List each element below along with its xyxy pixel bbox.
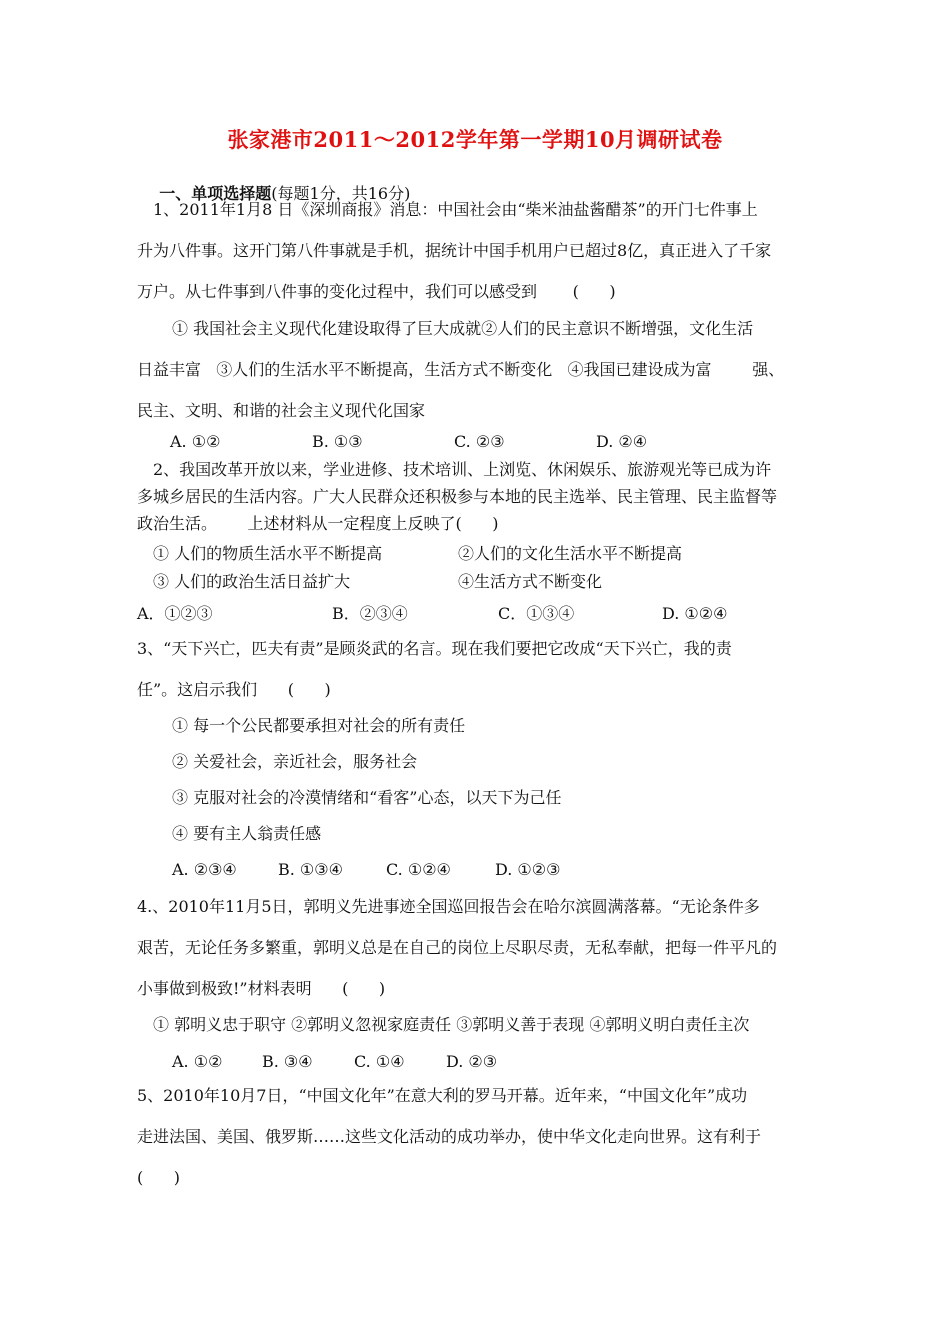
statement-3: ③ 人们的政治生活日益扩大 bbox=[153, 572, 351, 591]
option-b[interactable]: B. ①③④ bbox=[278, 860, 343, 879]
question-2-options bbox=[0, 604, 950, 724]
question-2-line-1: 2、我国改革开放以来，学业进修、技术培训、上浏览、休闲娱乐、旅游观光等已成为许 bbox=[153, 460, 772, 479]
question-2-line-3: 政治生活。 上述材料从一定程度上反映了( ) bbox=[137, 514, 499, 533]
question-3-line-2: 任”。这启示我们 ( ) bbox=[137, 680, 331, 699]
question-2-line-2: 多城乡居民的生活内容。广大人民群众还积极参与本地的民主选举、民主管理、民主监督等 bbox=[137, 487, 778, 506]
question-5-line-2: 走进法国、美国、俄罗斯……这些文化活动的成功举办，使中华文化走向世界。这有利于 bbox=[137, 1127, 762, 1146]
option-a[interactable]: A. ①② bbox=[172, 1052, 223, 1071]
statement-4: ④生活方式不断变化 bbox=[458, 572, 603, 591]
question-4-line-3: 小事做到极致!”材料表明 ( ) bbox=[137, 979, 386, 998]
question-4-line-2: 艰苦，无论任务多繁重，郭明义总是在自己的岗位上尽职尽责，无私奉献，把每一件平凡的 bbox=[137, 938, 778, 957]
question-3-statement-3: ③ 克服对社会的冷漠情绪和“看客”心态，以天下为己任 bbox=[172, 788, 562, 807]
question-5-line-3: ( ) bbox=[137, 1168, 180, 1187]
option-b[interactable]: B. ①③ bbox=[312, 432, 363, 451]
option-a[interactable]: A．①②③ bbox=[137, 604, 213, 623]
exam-title: 张家港市2011～2012学年第一学期10月调研试卷 bbox=[227, 127, 723, 152]
option-c[interactable]: C. ①②④ bbox=[386, 860, 451, 879]
section-note: (每题1分，共16分) bbox=[271, 184, 411, 203]
option-d[interactable]: D. ②④ bbox=[596, 432, 648, 451]
statement-2: ②人们的文化生活水平不断提高 bbox=[458, 544, 683, 563]
option-d[interactable]: D. ①②③ bbox=[495, 860, 561, 879]
question-3-line-1: 3、“天下兴亡，匹夫有责”是顾炎武的名言。现在我们要把它改成“天下兴亡，我的责 bbox=[137, 639, 732, 658]
option-b[interactable]: B. ③④ bbox=[262, 1052, 313, 1071]
option-c[interactable]: C. ②③ bbox=[454, 432, 505, 451]
question-1-statement-line-3: 民主、文明、和谐的社会主义现代化国家 bbox=[137, 401, 426, 420]
section-title: 一、单项选择题 bbox=[159, 184, 272, 203]
option-c[interactable]: C．①③④ bbox=[498, 604, 575, 623]
statement-1: ① 人们的物质生活水平不断提高 bbox=[153, 544, 383, 563]
question-3-statement-2: ② 关爱社会，亲近社会，服务社会 bbox=[172, 752, 418, 771]
question-1-line-2: 升为八件事。这开门第八件事就是手机，据统计中国手机用户已超过8亿，真正进入了千家 bbox=[137, 241, 772, 260]
question-1-line-1: 1、2011年1月8 日《深圳商报》消息：中国社会由“柴米油盐酱醋茶”的开门七件事上 bbox=[153, 200, 758, 219]
question-4-statements: ① 郭明义忠于职守 ②郭明义忽视家庭责任 ③郭明义善于表现 ④郭明义明白责任主次 bbox=[153, 1015, 750, 1034]
question-3-options bbox=[0, 860, 950, 980]
question-1-statement-line-1: ① 我国社会主义现代化建设取得了巨大成就②人们的民主意识不断增强，文化生活 bbox=[172, 319, 754, 338]
option-a[interactable]: A. ①② bbox=[170, 432, 221, 451]
question-1-statement-line-2: 日益丰富 ③人们的生活水平不断提高，生活方式不断变化 ④我国已建设成为富 强、 bbox=[137, 360, 785, 379]
question-3-statement-1: ① 每一个公民都要承担对社会的所有责任 bbox=[172, 716, 466, 735]
question-4-line-1: 4.、2010年11月5日，郭明义先进事迹全国巡回报告会在哈尔滨圆满落幕。“无论条件多 bbox=[137, 897, 760, 916]
option-d[interactable]: D. ②③ bbox=[446, 1052, 498, 1071]
question-3-statement-4: ④ 要有主人翁责任感 bbox=[172, 824, 322, 843]
question-1-line-3: 万户。从七件事到八件事的变化过程中，我们可以感受到 ( ) bbox=[137, 282, 616, 301]
option-a[interactable]: A. ②③④ bbox=[172, 860, 237, 879]
question-5-line-1: 5、2010年10月7日，“中国文化年”在意大利的罗马开幕。近年来，“中国文化年”成功 bbox=[137, 1086, 748, 1105]
option-b[interactable]: B．②③④ bbox=[332, 604, 408, 623]
option-d[interactable]: D. ①②④ bbox=[662, 604, 728, 623]
question-4-options bbox=[0, 1052, 950, 1172]
option-c[interactable]: C. ①④ bbox=[354, 1052, 405, 1071]
